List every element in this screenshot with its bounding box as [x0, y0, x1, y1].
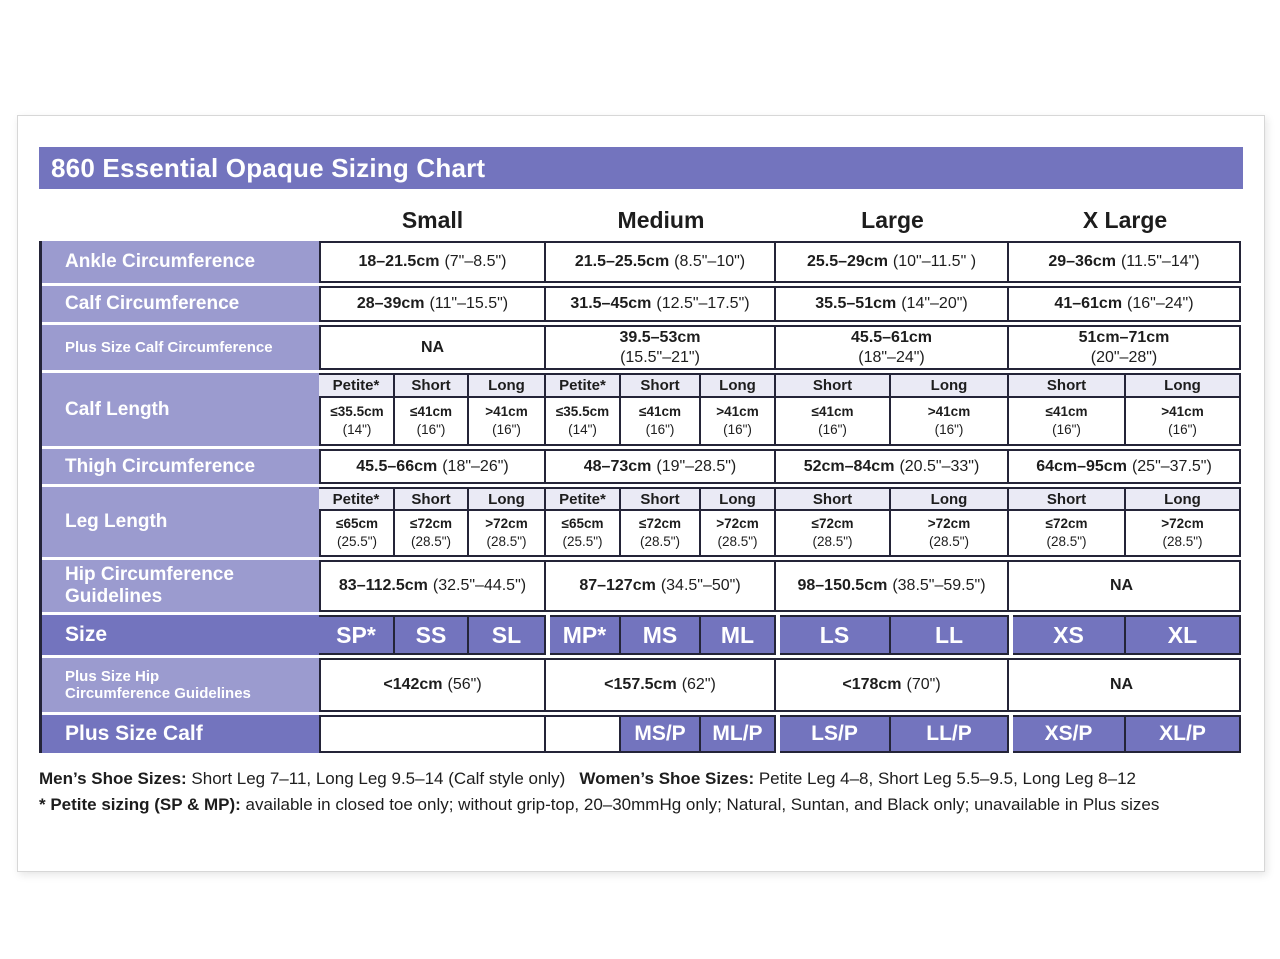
calf-length-cell	[776, 398, 891, 446]
subheader-long: Long	[891, 373, 1009, 398]
leg-length-cell	[469, 511, 546, 557]
cell-hip-large	[776, 560, 1009, 612]
value-in: (10"–11.5" )	[892, 253, 977, 271]
value-cm: ≤72cm	[410, 516, 452, 532]
value-in: (16")	[492, 422, 521, 437]
cell-thigh-xlarge	[1009, 449, 1241, 484]
subheader-short: Short	[776, 373, 891, 398]
chart-title: 860 Essential Opaque Sizing Chart	[51, 152, 486, 183]
subheader-short: Short	[776, 487, 891, 511]
subheader-petite: Petite*	[319, 487, 395, 511]
leg-length-cell	[1126, 511, 1241, 557]
cell-ankle-large	[776, 241, 1009, 283]
value-cm: 21.5–25.5cm	[574, 253, 670, 271]
footnote-petite-text: available in closed toe only; without grip-top, 20–30mmHg only; Natural, Suntan, and Black only; unavailable in Plus sizes	[240, 794, 1160, 814]
value-cm: 87–127cm	[579, 577, 656, 595]
calf-length-cell	[395, 398, 469, 446]
value-cm: 98–150.5cm	[797, 577, 888, 595]
subheader-long: Long	[701, 487, 776, 511]
value-cm: ≤65cm	[561, 516, 604, 532]
footnote-shoe-sizes	[39, 766, 1243, 792]
value-in: (20.5"–33")	[899, 457, 980, 475]
cell-calf-large	[776, 286, 1009, 322]
plus-size-code: XL/P	[1126, 715, 1241, 753]
leg-length-cell	[395, 511, 469, 557]
value-in: (25.5")	[336, 534, 378, 549]
footnote-womens-text: Petite Leg 4–8, Short Leg 5.5–9.5, Long Leg 8–12	[754, 769, 1136, 788]
row-label-text: Calf Length	[65, 398, 170, 420]
calf-length-cell	[1009, 398, 1126, 446]
cell-calf-small	[319, 286, 546, 322]
size-code: ML	[701, 615, 776, 655]
size-code: SL	[469, 615, 546, 655]
row-label	[39, 373, 319, 446]
value-in: (28.5")	[928, 534, 970, 549]
chart-title-bar	[39, 147, 1243, 189]
value-in: (8.5"–10")	[674, 253, 746, 271]
row-label	[39, 715, 319, 753]
size-code: XS	[1013, 615, 1126, 655]
row-label-text: Hip Circumference Guidelines	[65, 564, 234, 607]
row-plus-size-hip-guidelines	[39, 658, 1241, 712]
value-cm: 35.5–51cm	[815, 295, 897, 313]
value-cm: ≤41cm	[1045, 404, 1088, 420]
value-in: (32.5"–44.5")	[432, 577, 527, 595]
cell-calf-medium	[546, 286, 776, 322]
table-left-border	[39, 241, 42, 753]
calf-length-cell	[469, 398, 546, 446]
plus-size-code: ML/P	[701, 715, 776, 753]
subheader-long: Long	[469, 487, 546, 511]
value-in: (16")	[1052, 422, 1081, 437]
footnote-mens-label: Men’s Shoe Sizes:	[39, 769, 187, 788]
subheader-short: Short	[621, 373, 701, 398]
row-leg-length	[39, 487, 1241, 557]
sizing-table	[39, 201, 1241, 753]
value-cm: NA	[1109, 676, 1134, 694]
value-cm: ≤72cm	[639, 516, 681, 532]
cell-pcc-large	[776, 325, 1009, 370]
row-calf-length	[39, 373, 1241, 446]
value-cm: 28–39cm	[356, 295, 425, 313]
row-label-text: Plus Size Hip Circumference Guidelines	[65, 667, 251, 702]
value-in: (34.5"–50")	[660, 577, 741, 595]
column-header-xlarge: X Large	[1082, 206, 1168, 233]
column-header-row	[39, 201, 1241, 239]
leg-length-cell	[776, 511, 891, 557]
value-cm: 48–73cm	[583, 457, 652, 475]
header-spacer	[39, 201, 319, 239]
cell-hip-medium	[546, 560, 776, 612]
size-code: XL	[1126, 615, 1241, 655]
subheader-short: Short	[621, 487, 701, 511]
value-in: (28.5")	[717, 534, 758, 549]
subheader-short: Short	[395, 373, 469, 398]
cell-hip-xlarge	[1009, 560, 1241, 612]
subheader-long: Long	[891, 487, 1009, 511]
row-label	[39, 658, 319, 712]
value-in: (7"–8.5")	[444, 253, 507, 271]
calf-length-cell	[319, 398, 395, 446]
value-cm: <178cm	[842, 676, 902, 694]
cell-phip-small	[319, 658, 546, 712]
footnote-petite-sizing	[39, 792, 1243, 818]
value-in: (62")	[681, 676, 716, 694]
cell-calf-xlarge	[1009, 286, 1241, 322]
size-code: LS	[780, 615, 891, 655]
cell-thigh-large	[776, 449, 1009, 484]
value-in: (38.5"–59.5")	[892, 577, 986, 595]
plus-size-code: MS/P	[621, 715, 701, 753]
value-in: (16")	[934, 422, 964, 437]
row-label-text: Calf Circumference	[65, 293, 240, 315]
value-cm: >41cm	[927, 404, 971, 420]
cell-ankle-small	[319, 241, 546, 283]
row-label	[39, 325, 319, 370]
value-cm: ≤72cm	[1045, 516, 1088, 532]
value-in: (11.5"–14")	[1120, 253, 1200, 271]
leg-length-cell	[701, 511, 776, 557]
cell-psc-medium-petite-empty	[546, 715, 621, 753]
row-ankle-circumference	[39, 241, 1241, 283]
value-cm: >41cm	[1161, 404, 1204, 420]
cell-ankle-medium	[546, 241, 776, 283]
value-cm: >72cm	[716, 516, 759, 532]
row-label-text: Plus Size Calf	[65, 721, 203, 745]
value-in: (25"–37.5")	[1131, 457, 1212, 475]
value-cm: 39.5–53cm	[619, 329, 701, 347]
value-cm: 29–36cm	[1048, 253, 1116, 271]
value-cm: 51cm–71cm	[1078, 329, 1170, 347]
cell-phip-large	[776, 658, 1009, 712]
sizing-chart-card	[17, 115, 1265, 872]
value-cm: 18–21.5cm	[358, 253, 440, 271]
value-cm: 41–61cm	[1054, 295, 1123, 313]
subheader-petite: Petite*	[319, 373, 395, 398]
row-plus-size-calf-circumference	[39, 325, 1241, 370]
row-label	[39, 487, 319, 557]
value-in: (20"–28")	[1090, 348, 1158, 366]
row-label	[39, 560, 319, 612]
size-code: SS	[395, 615, 469, 655]
cell-pcc-medium	[546, 325, 776, 370]
value-cm: >72cm	[485, 516, 528, 532]
value-cm: >72cm	[1161, 516, 1204, 532]
size-code: MS	[621, 615, 701, 655]
column-header-medium: Medium	[617, 206, 705, 233]
cell-thigh-small	[319, 449, 546, 484]
plus-size-code: LS/P	[780, 715, 891, 753]
value-cm: ≤35.5cm	[330, 404, 384, 420]
leg-length-cell	[1009, 511, 1126, 557]
value-cm: >72cm	[927, 516, 971, 532]
value-cm: <157.5cm	[604, 676, 677, 694]
row-label	[39, 615, 319, 655]
leg-length-cell	[621, 511, 701, 557]
value-cm: ≤41cm	[639, 404, 681, 420]
cell-ankle-xlarge	[1009, 241, 1241, 283]
cell-psc-small-empty	[319, 715, 546, 753]
value-in: (28.5")	[639, 534, 681, 549]
subheader-petite: Petite*	[546, 487, 621, 511]
value-in: (16")	[416, 422, 446, 437]
column-header-small: Small	[401, 206, 464, 233]
value-cm: NA	[1109, 577, 1134, 595]
cell-pcc-xlarge	[1009, 325, 1241, 370]
subheader-short: Short	[1009, 373, 1126, 398]
subheader-short: Short	[1009, 487, 1126, 511]
subheader-long: Long	[469, 373, 546, 398]
value-cm: 45.5–61cm	[851, 329, 932, 347]
subheader-long: Long	[1126, 373, 1241, 398]
value-cm: 83–112.5cm	[338, 577, 428, 595]
size-code: LL	[891, 615, 1009, 655]
value-cm: 25.5–29cm	[806, 253, 888, 271]
leg-length-cell	[319, 511, 395, 557]
row-label	[39, 286, 319, 322]
row-label-text: Size	[65, 622, 108, 646]
value-in: (56")	[447, 676, 482, 694]
row-plus-size-calf	[39, 715, 1241, 753]
value-in: (28.5")	[1162, 534, 1203, 549]
column-header-large: Large	[861, 206, 924, 233]
value-in: (11"–15.5")	[429, 295, 509, 313]
value-in: (28.5")	[812, 534, 853, 549]
value-in: (12.5"–17.5")	[656, 295, 750, 313]
value-in: (28.5")	[410, 534, 452, 549]
row-calf-circumference	[39, 286, 1241, 322]
value-in: (14")	[342, 422, 372, 437]
value-cm: 64cm–95cm	[1036, 457, 1127, 475]
value-cm: >41cm	[716, 404, 759, 420]
value-in: (28.5")	[486, 534, 527, 549]
calf-length-cell	[621, 398, 701, 446]
row-label-text: Thigh Circumference	[65, 455, 256, 477]
value-in: (28.5")	[1046, 534, 1087, 549]
cell-pcc-small	[319, 325, 546, 370]
row-hip-circumference-guidelines	[39, 560, 1241, 612]
subheader-petite: Petite*	[546, 373, 621, 398]
value-in: (16")	[818, 422, 847, 437]
row-thigh-circumference	[39, 449, 1241, 484]
subheader-short: Short	[395, 487, 469, 511]
calf-length-cell	[546, 398, 621, 446]
footnotes	[39, 766, 1243, 817]
value-in: (15.5"–21")	[620, 348, 700, 366]
calf-length-cell	[891, 398, 1009, 446]
row-label-text: Ankle Circumference	[65, 251, 256, 273]
footnote-womens-label: Women’s Shoe Sizes:	[579, 769, 755, 788]
value-cm: ≤65cm	[336, 516, 378, 532]
plus-size-code: XS/P	[1013, 715, 1126, 753]
value-in: (19"–28.5")	[656, 457, 737, 475]
calf-length-cell	[701, 398, 776, 446]
value-cm: 52cm–84cm	[803, 457, 895, 475]
leg-length-cell	[546, 511, 621, 557]
size-code: MP*	[550, 615, 621, 655]
subheader-long: Long	[1126, 487, 1241, 511]
value-cm: 45.5–66cm	[356, 457, 438, 475]
row-label-text: Plus Size Calf Circumference	[65, 338, 273, 356]
value-cm: ≤41cm	[811, 404, 854, 420]
value-cm: ≤41cm	[410, 404, 452, 420]
row-label	[39, 449, 319, 484]
cell-hip-small	[319, 560, 546, 612]
value-in: (16")	[723, 422, 752, 437]
plus-size-code: LL/P	[891, 715, 1009, 753]
footnote-petite-label: * Petite sizing (SP & MP):	[39, 794, 241, 814]
value-cm: <142cm	[383, 676, 443, 694]
leg-length-cell	[891, 511, 1009, 557]
value-in: (16")	[645, 422, 675, 437]
value-cm: ≤35.5cm	[555, 404, 610, 420]
row-label	[39, 241, 319, 283]
value-in: (14"–20")	[901, 295, 968, 313]
cell-phip-xlarge	[1009, 658, 1241, 712]
row-size	[39, 615, 1241, 655]
value-in: (25.5")	[562, 534, 603, 549]
size-code: SP*	[319, 615, 395, 655]
value-in: (18"–24")	[858, 348, 925, 366]
cell-phip-medium	[546, 658, 776, 712]
cell-thigh-medium	[546, 449, 776, 484]
value-in: (16")	[1168, 422, 1197, 437]
footnote-mens-text: Short Leg 7–11, Long Leg 9.5–14 (Calf style only)	[186, 769, 566, 788]
value-in: (16"–24")	[1127, 295, 1194, 313]
value-in: (70")	[906, 676, 941, 694]
calf-length-cell	[1126, 398, 1241, 446]
value-cm: NA	[420, 338, 445, 356]
row-label-text: Leg Length	[65, 511, 168, 533]
value-cm: 31.5–45cm	[570, 295, 652, 313]
value-cm: ≤72cm	[811, 516, 854, 532]
value-in: (18"–26")	[442, 457, 509, 475]
value-cm: >41cm	[485, 404, 528, 420]
subheader-long: Long	[701, 373, 776, 398]
value-in: (14")	[568, 422, 597, 437]
